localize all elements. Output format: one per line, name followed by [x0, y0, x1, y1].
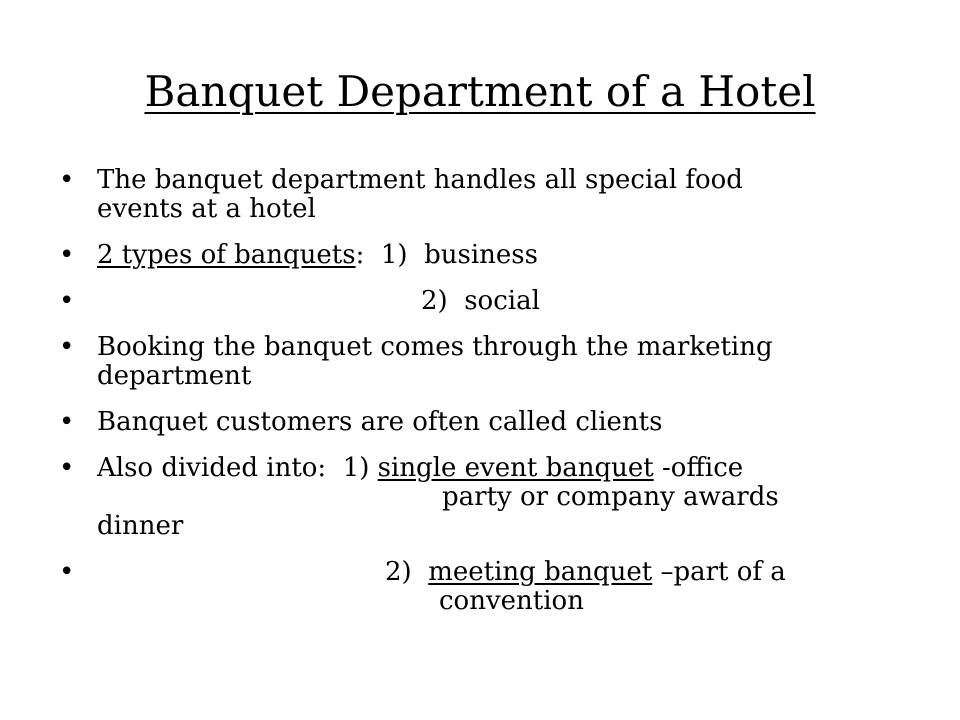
bullet-item: [0, 287, 960, 316]
bullet-text: : 1) business: [355, 240, 538, 270]
bullet-text-line: party or company awards: [442, 482, 779, 512]
bullet-text-line: dinner: [97, 511, 184, 541]
slide-title: Banquet Department of a Hotel: [144, 67, 816, 116]
bullet-dot: •: [59, 165, 75, 195]
bullet-text-line: department: [97, 361, 252, 391]
bullet-text: 2) social: [421, 286, 540, 316]
bullet-text-line: The banquet department handles all special food: [97, 165, 743, 195]
bullet-text: -office: [653, 453, 744, 483]
underlined-term: 2 types of banquets: [97, 240, 356, 270]
underlined-term: meeting banquet: [428, 557, 653, 587]
underlined-term: single event banquet: [377, 453, 654, 483]
bullet-dot: •: [59, 286, 75, 316]
bullet-dot: •: [59, 332, 75, 362]
bullet-dot: •: [59, 557, 75, 587]
bullet-item: [0, 241, 960, 270]
bullet-text-line: convention: [439, 586, 584, 616]
bullet-item: [0, 558, 960, 616]
bullet-dot: •: [59, 407, 75, 437]
bullet-text: Banquet customers are often called clients: [97, 407, 663, 437]
bullet-list: [0, 166, 960, 633]
bullet-text-line: events at a hotel: [97, 194, 316, 224]
bullet-item: [0, 408, 960, 437]
bullet-item: [0, 454, 960, 541]
bullet-item: [0, 166, 960, 224]
bullet-text: –part of a: [652, 557, 786, 587]
bullet-item: [0, 333, 960, 391]
bullet-text-line: Booking the banquet comes through the marketing: [97, 332, 773, 362]
bullet-dot: •: [59, 453, 75, 483]
bullet-dot: •: [59, 240, 75, 270]
bullet-text: Also divided into: 1): [97, 453, 378, 483]
bullet-text: 2): [385, 557, 429, 587]
